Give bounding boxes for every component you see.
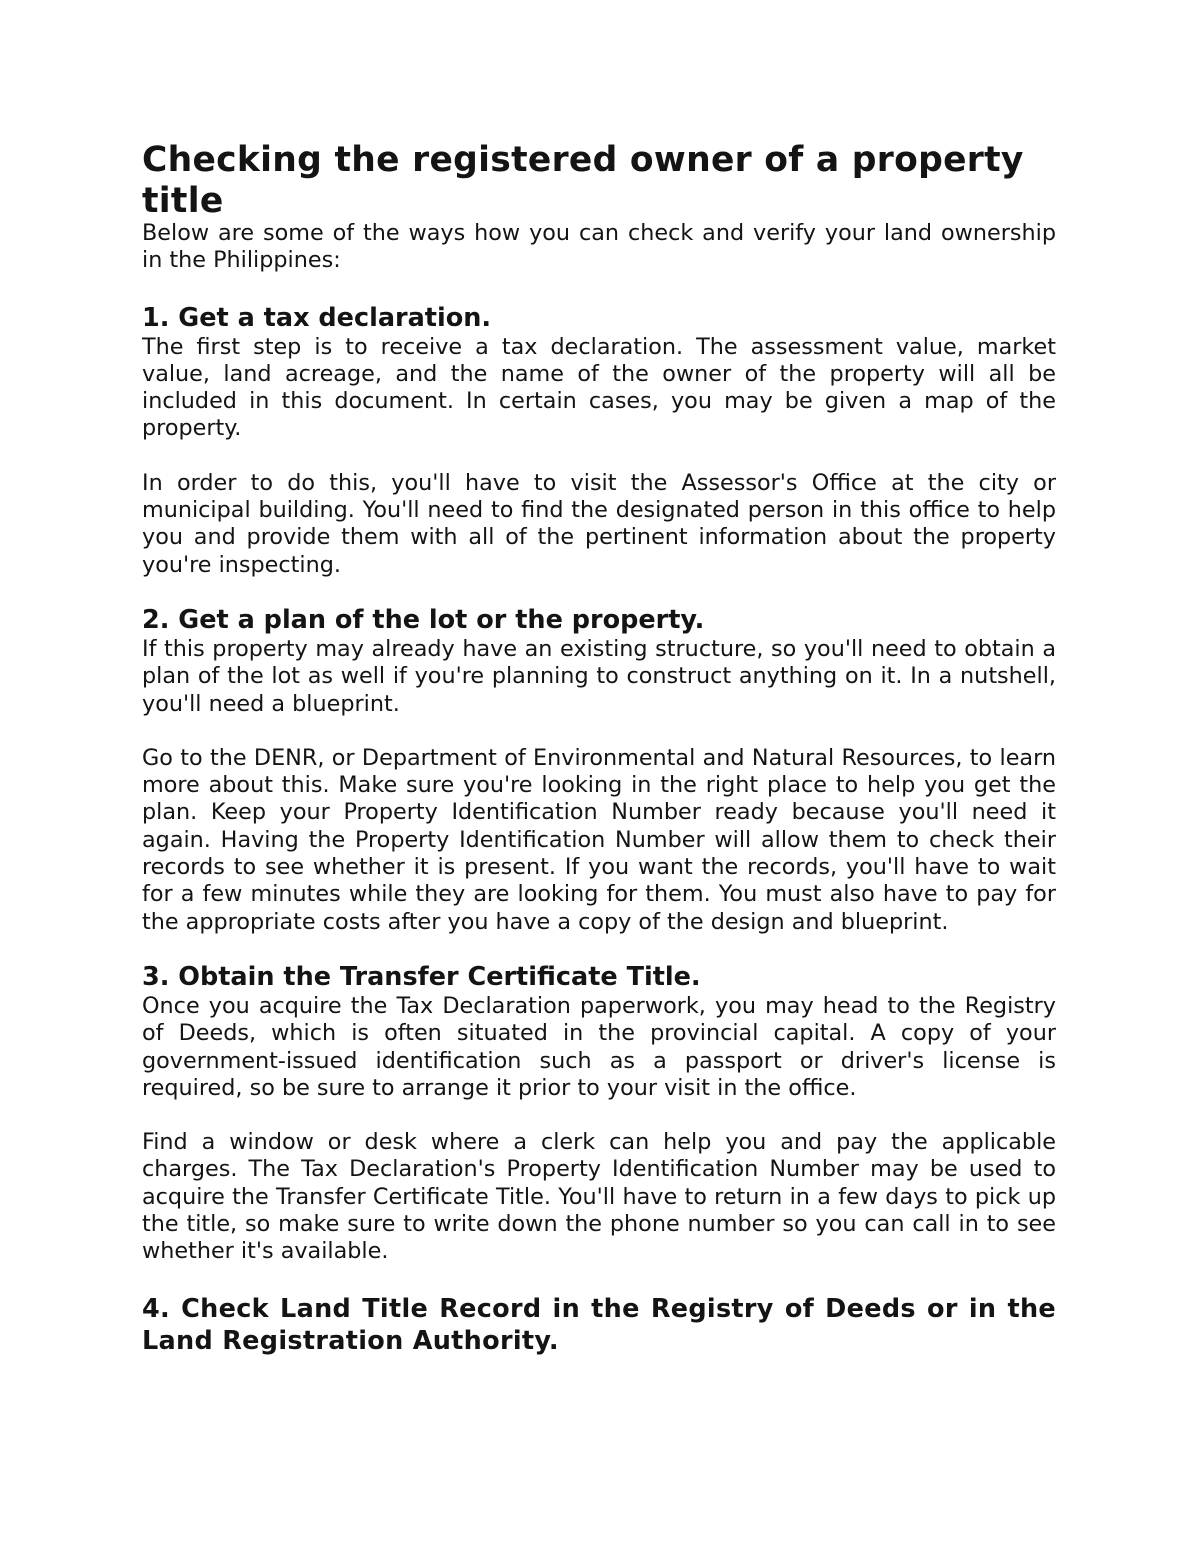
section-1-heading: 1. Get a tax declaration. bbox=[142, 302, 492, 333]
document-title: Checking the registered owner of a property title bbox=[142, 140, 1024, 221]
section-2-paragraph-1: If this property may already have an existing structure, so you'll need to obtain a plan of the lot as well if you're planning to construct anything on it. In a nutshell, you'll need a blueprint. bbox=[142, 635, 1056, 717]
section-3-paragraph-2: Find a window or desk where a clerk can help you and pay the applicable charges. The Tax Declaration's Property Identification Number may be used to acquire the Transfer Certificate Title. You'll have to return in a few days to pick up the title, so make sure to write down the phone number so you can call in to see whether it's available. bbox=[142, 1129, 1056, 1265]
section-1-paragraph-2: In order to do this, you'll have to visit the Assessor's Office at the city or municipal building. You'll need to find the designated person in this office to help you and provide them with all of the pertinent information about the property you're inspecting. bbox=[142, 469, 1056, 578]
intro-paragraph: Below are some of the ways how you can check and verify your land ownership in the Philippines: bbox=[142, 220, 1056, 274]
section-3-heading: 3. Obtain the Transfer Certificate Title. bbox=[142, 961, 701, 992]
section-4-heading: 4. Check Land Title Record in the Registry of Deeds or in the Land Registration Authority. bbox=[142, 1293, 1056, 1356]
section-2-paragraph-2: Go to the DENR, or Department of Environmental and Natural Resources, to learn more about this. Make sure you're looking in the right place to help you get the plan. Keep your Property Identification Number ready because you'll need it again. Having the Property Identification Number will allow them to check their records to see whether it is present. If you want the records, you'll have to wait for a few minutes while they are looking for them. You must also have to pay for the appropriate costs after you have a copy of the design and blueprint. bbox=[142, 744, 1056, 935]
section-2-heading: 2. Get a plan of the lot or the property. bbox=[142, 604, 705, 635]
section-1-paragraph-1: The first step is to receive a tax declaration. The assessment value, market value, land acreage, and the name of the owner of the property will all be included in this document. In certain cases, you may be given a map of the property. bbox=[142, 333, 1056, 442]
section-3-paragraph-1: Once you acquire the Tax Declaration paperwork, you may head to the Registry of Deeds, which is often situated in the provincial capital. A copy of your government-issued identification such as a passport or driver's license is required, so be sure to arrange it prior to your visit in the office. bbox=[142, 992, 1056, 1101]
document-page bbox=[142, 140, 1056, 1357]
